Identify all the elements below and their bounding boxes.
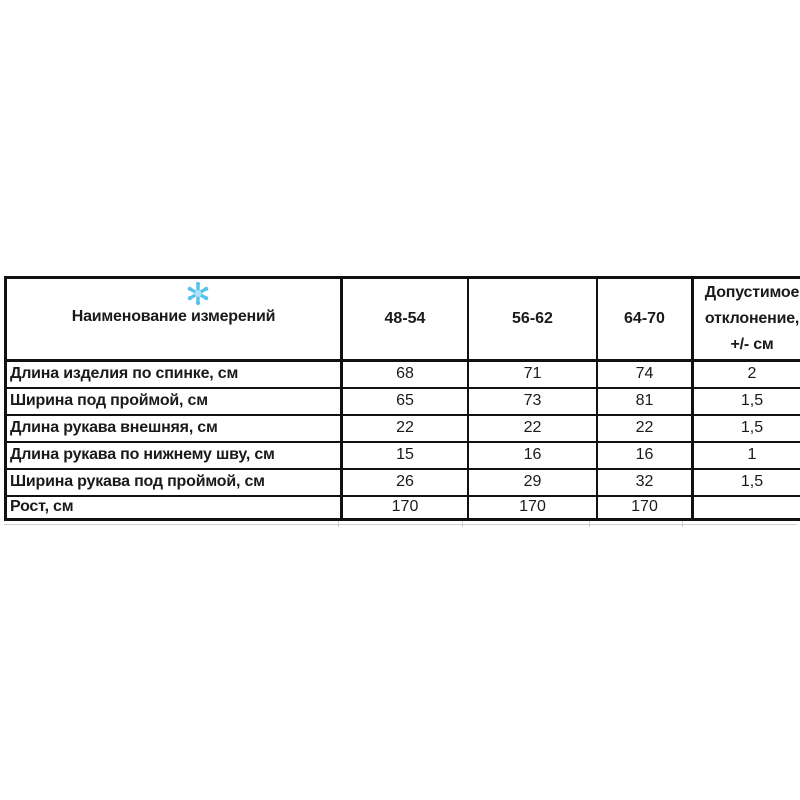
tolerance-cell: 2 xyxy=(693,361,800,388)
value-cell: 65 xyxy=(342,388,469,415)
name-column-title: Наименование измерений xyxy=(71,308,276,325)
table-row xyxy=(6,496,800,520)
table-shadow-line xyxy=(4,524,797,525)
row-label: Ширина под проймой, см xyxy=(6,388,342,415)
table-shadow-tick xyxy=(589,521,590,527)
value-cell: 29 xyxy=(468,469,597,496)
tolerance-cell: 1,5 xyxy=(693,415,800,442)
table-shadow-tick xyxy=(462,521,463,527)
value-cell: 74 xyxy=(597,361,693,388)
value-cell: 81 xyxy=(597,388,693,415)
row-label: Рост, см xyxy=(6,496,342,520)
tolerance-line-1: Допустимое xyxy=(704,284,800,301)
table-header xyxy=(6,278,800,361)
tolerance-cell: 1,5 xyxy=(693,388,800,415)
tolerance-line-2: отклонение, xyxy=(704,310,800,327)
header-cell-size-48-54: 48-54 xyxy=(342,278,469,361)
value-cell: 170 xyxy=(468,496,597,520)
value-cell: 22 xyxy=(468,415,597,442)
tolerance-cell: 1,5 xyxy=(693,469,800,496)
tolerance-cell xyxy=(693,496,800,520)
row-label: Длина изделия по спинке, см xyxy=(6,361,342,388)
value-cell: 22 xyxy=(342,415,469,442)
value-cell: 170 xyxy=(597,496,693,520)
value-cell: 16 xyxy=(468,442,597,469)
value-cell: 68 xyxy=(342,361,469,388)
header-cell-size-64-70: 64-70 xyxy=(597,278,693,361)
row-label: Длина рукава внешняя, см xyxy=(6,415,342,442)
table-shadow-tick xyxy=(682,521,683,527)
tolerance-line-3: +/- см xyxy=(730,336,774,353)
value-cell: 26 xyxy=(342,469,469,496)
measurements-table xyxy=(4,276,800,521)
table-row xyxy=(6,442,800,469)
snowflake-icon xyxy=(186,281,210,306)
row-label: Длина рукава по нижнему шву, см xyxy=(6,442,342,469)
table-shadow-tick xyxy=(338,521,339,527)
value-cell: 170 xyxy=(342,496,469,520)
table-row xyxy=(6,361,800,388)
value-cell: 32 xyxy=(597,469,693,496)
header-cell-name xyxy=(6,278,342,361)
header-cell-tolerance xyxy=(693,278,800,361)
value-cell: 15 xyxy=(342,442,469,469)
header-row xyxy=(6,278,800,361)
table-row xyxy=(6,415,800,442)
value-cell: 71 xyxy=(468,361,597,388)
value-cell: 22 xyxy=(597,415,693,442)
table-row xyxy=(6,388,800,415)
tolerance-cell: 1 xyxy=(693,442,800,469)
row-label: Ширина рукава под проймой, см xyxy=(6,469,342,496)
name-header-content xyxy=(7,279,340,359)
table-body xyxy=(6,361,800,520)
table-row xyxy=(6,469,800,496)
value-cell: 16 xyxy=(597,442,693,469)
value-cell: 73 xyxy=(468,388,597,415)
header-cell-size-56-62: 56-62 xyxy=(468,278,597,361)
